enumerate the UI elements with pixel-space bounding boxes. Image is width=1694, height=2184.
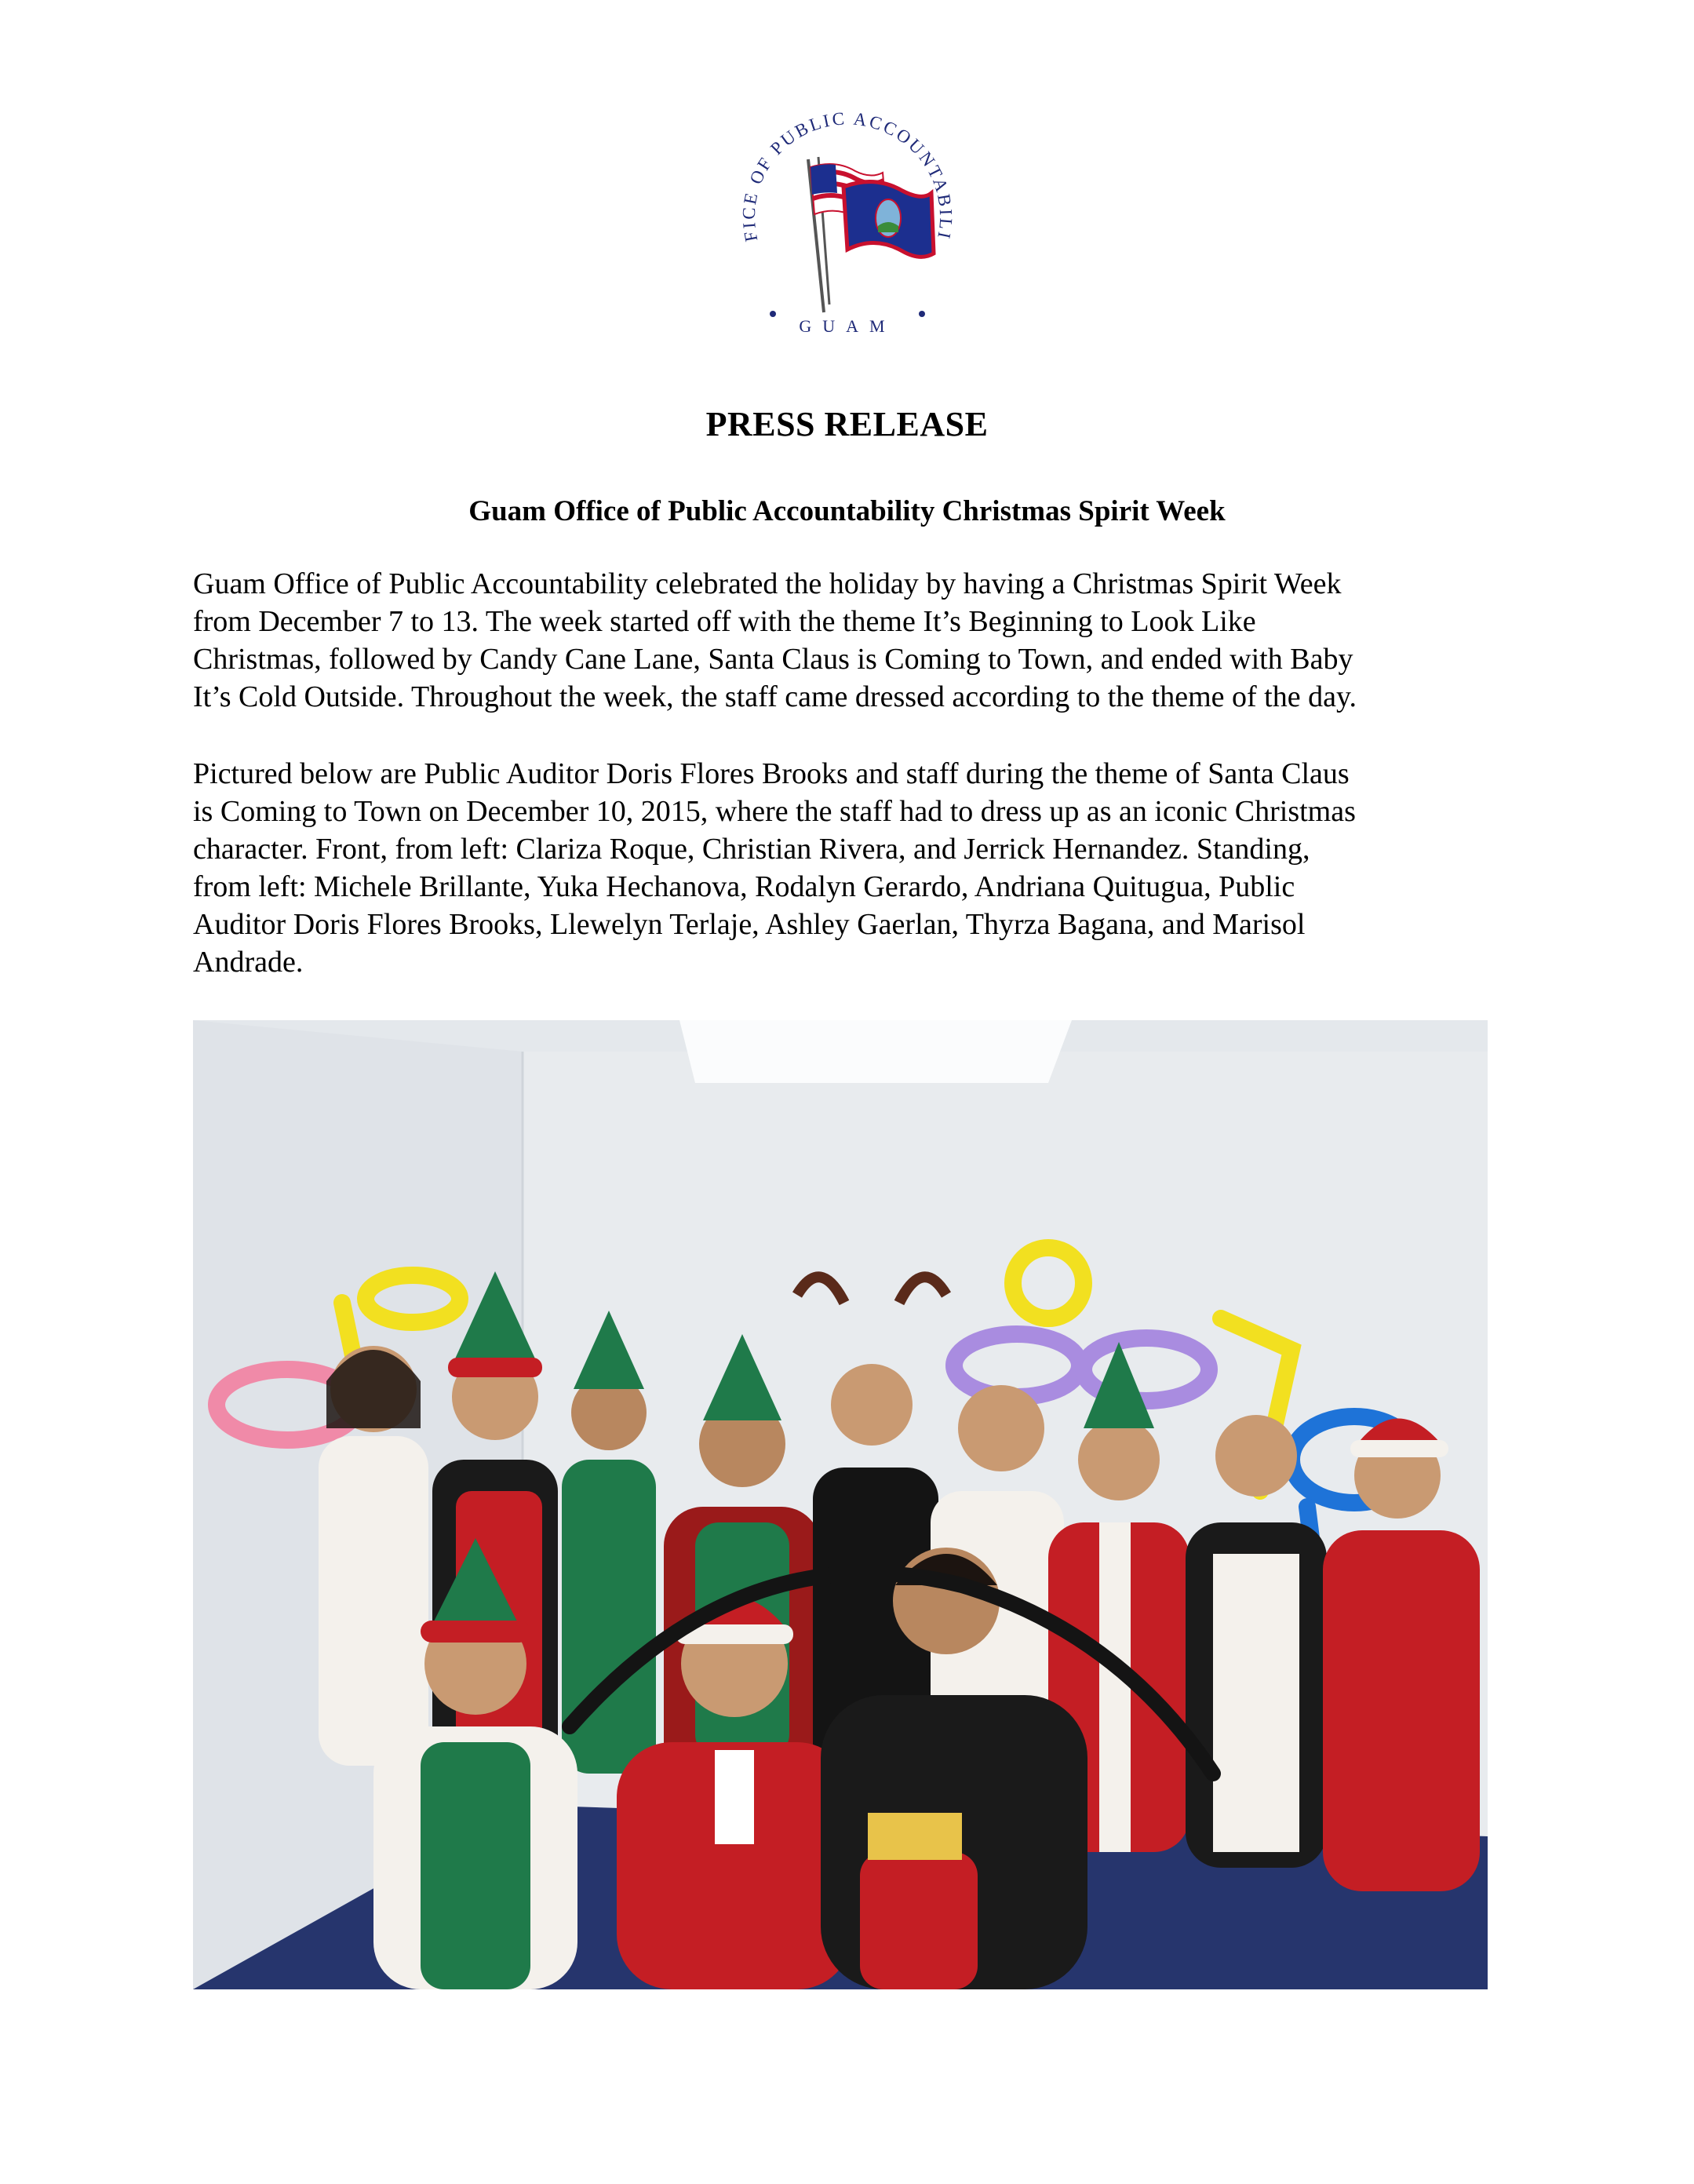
opa-seal-logo (726, 100, 969, 344)
seal-dot-left (770, 311, 776, 317)
seal-bottom-text: GUAM (799, 316, 896, 336)
press-release-title: PRESS RELEASE (705, 405, 989, 443)
body-paragraph-1: Guam Office of Public Accountability celebrated the holiday by having a Christmas Spirit Week from December 7 to 13. The week started off with the theme It’s Beginning to Look Like Christmas, followed by Candy Cane Lane, Santa Claus is Coming to Town, and ended with Baby It’s Cold Outside. Throughout the week, the staff came dressed according to the theme of the day. (193, 567, 1357, 713)
seal-ring-text: FICE OF PUBLIC ACCOUNTABILI (738, 108, 956, 243)
staff-group-photo (193, 1020, 1488, 1989)
guam-flag-icon (843, 182, 934, 257)
body-paragraph-2: Pictured below are Public Auditor Doris Flores Brooks and staff during the theme of Santa Claus is Coming to Town on December 10, 2015, where the staff had to dress up as an iconic Christmas character. Front, from left: Clariza Roque, Christian Rivera, and Jerrick Hernandez. Standing, from left: Michele Brillante, Yuka Hechanova, Rodalyn Gerardo, Andriana Quitugua, Public Auditor Doris Flores Brooks, Llewelyn Terlaje, Ashley Gaerlan, Thyrza Bagana, and Marisol Andrade. (193, 757, 1356, 979)
press-release-subtitle: Guam Office of Public Accountability Christmas Spirit Week (468, 495, 1226, 527)
ceiling-light (679, 1020, 1072, 1083)
group-photo-illustration (193, 1020, 1488, 1989)
seal-dot-right (919, 311, 925, 317)
opa-seal-graphic (726, 100, 969, 344)
